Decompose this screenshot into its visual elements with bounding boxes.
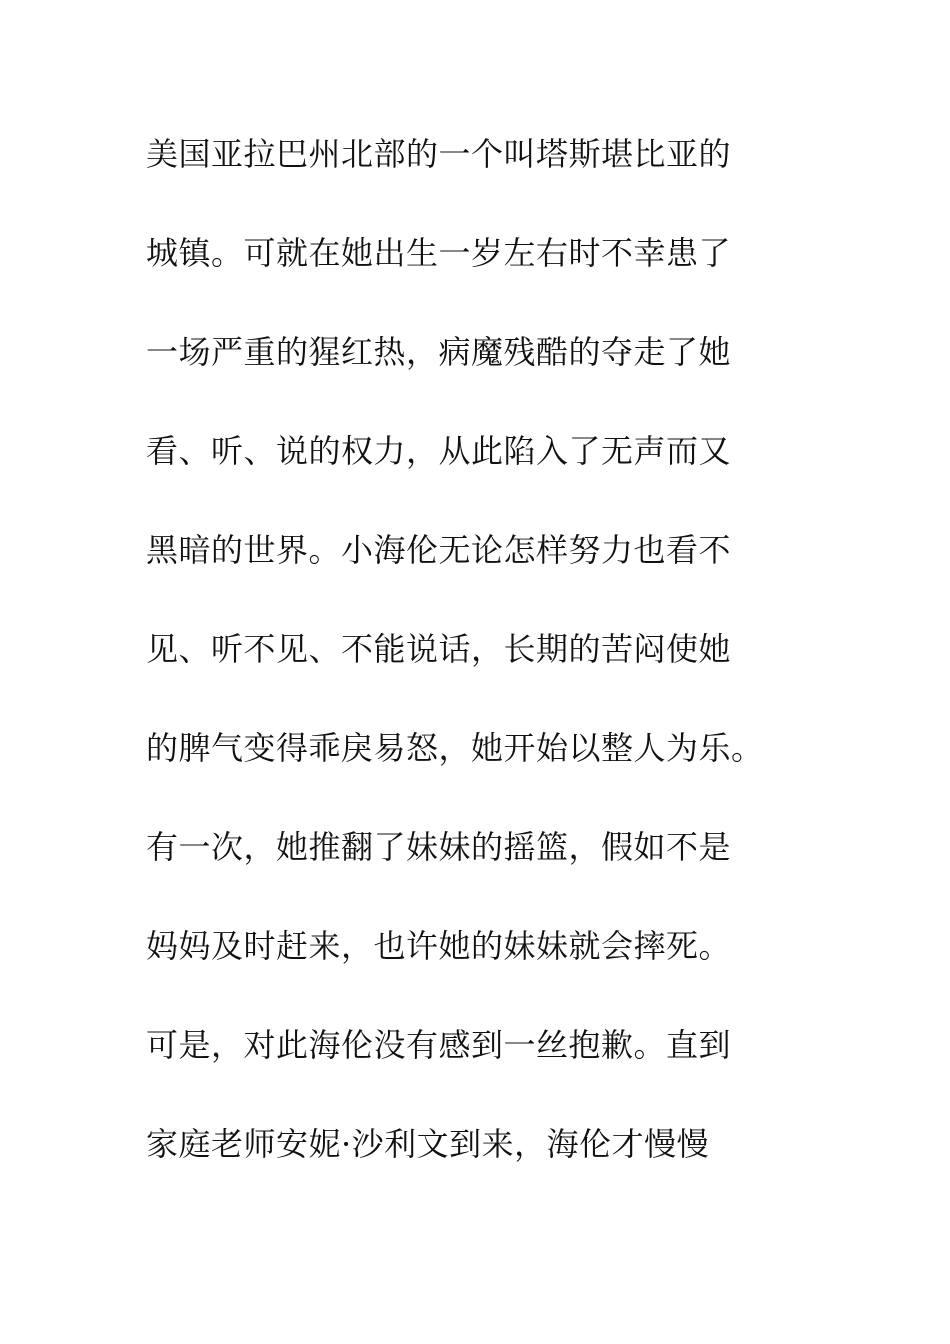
text-line-2: 城镇。可就在她出生一岁左右时不幸患了: [146, 234, 732, 272]
text-line-10: 可是，对此海伦没有感到一丝抱歉。直到: [146, 1026, 732, 1064]
text-line-9: 妈妈及时赶来，也许她的妹妹就会摔死。: [146, 927, 732, 965]
text-line-5: 黑暗的世界。小海伦无论怎样努力也看不: [146, 531, 732, 569]
text-line-11: 家庭老师安妮·沙利文到来，海伦才慢慢: [146, 1125, 710, 1163]
text-line-3: 一场严重的猩红热，病魔残酷的夺走了她: [146, 333, 732, 371]
text-line-7: 的脾气变得乖戾易怒，她开始以整人为乐。: [146, 729, 764, 767]
text-line-1: 美国亚拉巴州北部的一个叫塔斯堪比亚的: [146, 135, 732, 173]
text-line-4: 看、听、说的权力，从此陷入了无声而又: [146, 432, 732, 470]
body-text: [146, 123, 836, 1212]
text-line-8: 有一次，她推翻了妹妹的摇篮，假如不是: [146, 828, 732, 866]
text-line-6: 见、听不见、不能说话，长期的苦闷使她: [146, 630, 732, 668]
